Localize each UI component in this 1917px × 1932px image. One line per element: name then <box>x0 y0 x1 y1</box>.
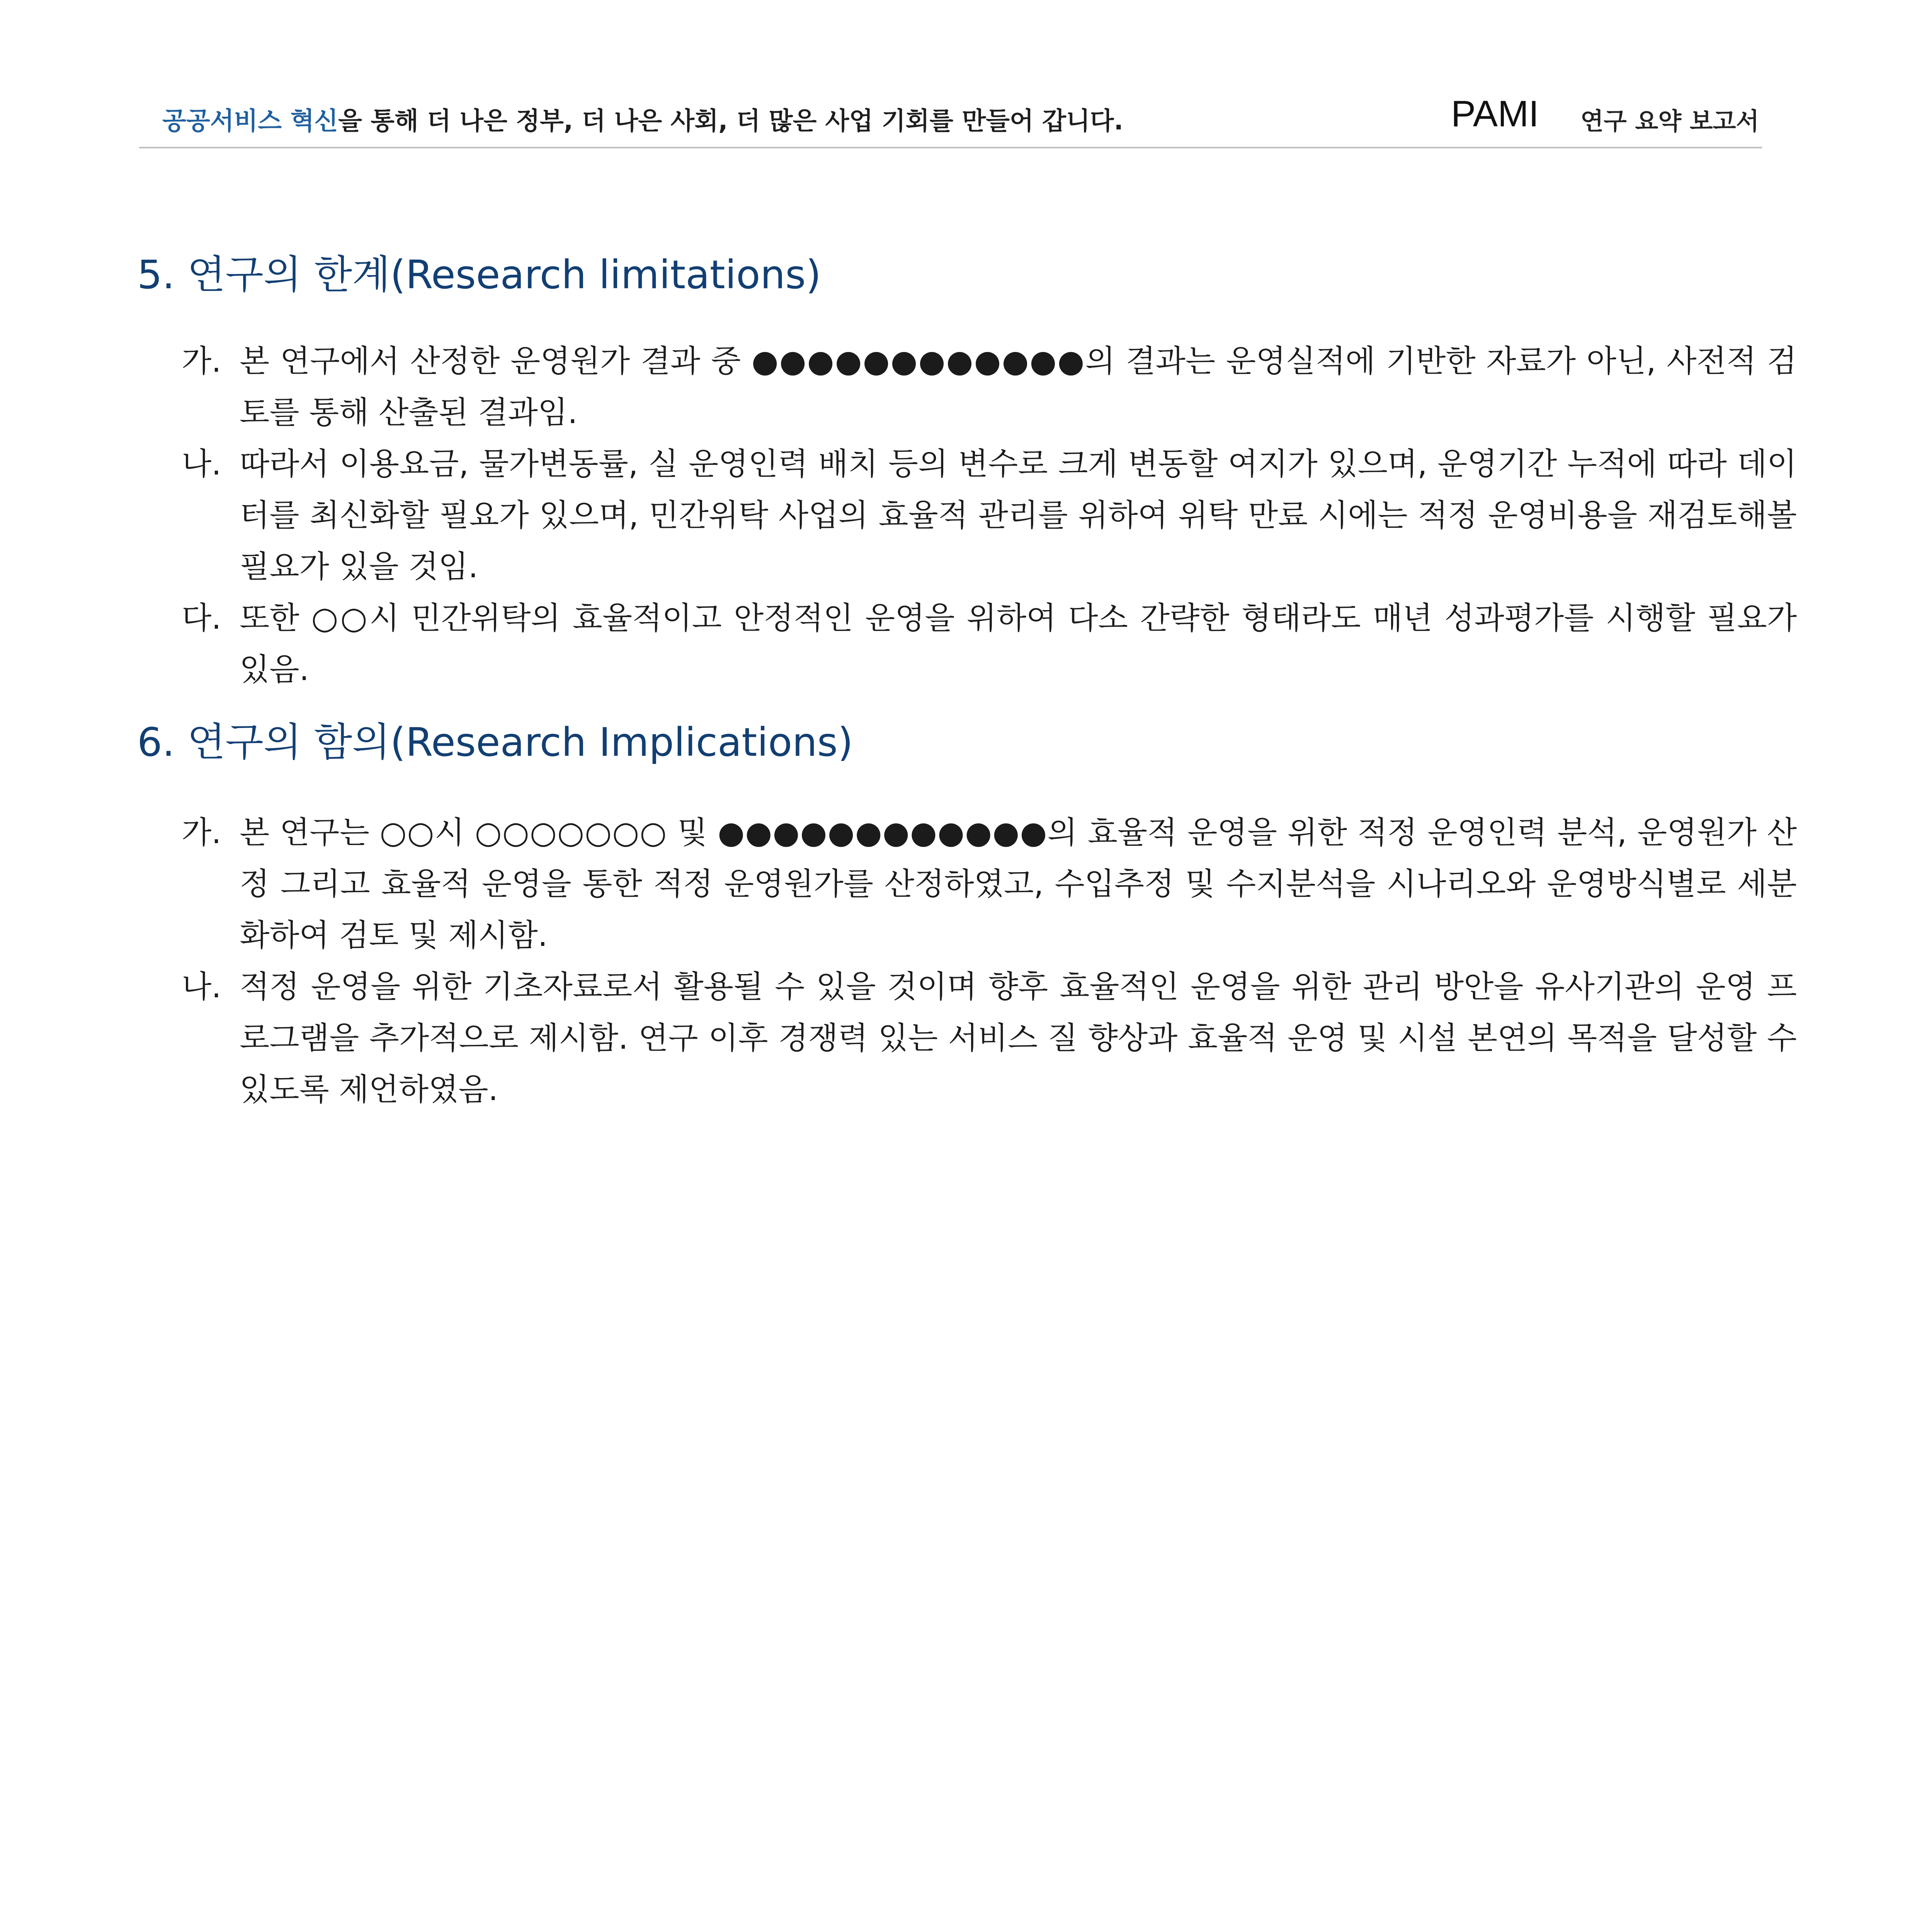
list-marker: 나. <box>182 969 221 1005</box>
list-marker: 가. <box>182 815 221 850</box>
list-item <box>182 807 1797 961</box>
header-tagline <box>162 101 1123 137</box>
header-tagline-highlight: 공공서비스 혁신 <box>162 107 338 136</box>
list-item-text: 따라서 이용요금, 물가변동률, 실 운영인력 배치 등의 변수로 크게 변동할 여지가 있으며, 운영기간 누적에 따라 데이터를 최신화할 필요가 있으며, 민간위탁 사업의 효율적 관리를 위하여 위탁 만료 시에는 적정 운영비용을 재검토해볼 필요가 있을 것임. <box>240 446 1797 585</box>
list-item-text: 본 연구는 ○○시 ○○○○○○○ 및 ●●●●●●●●●●●●의 효율적 운영을 위한 적정 운영인력 분석, 운영원가 산정 그리고 효율적 운영을 통한 적정 운영원가를 산정하였고, 수입추정 및 수지분석을 시나리오와 운영방식별로 세분화하여 검토 및 제시함. <box>240 815 1797 953</box>
list-item-text: 적정 운영을 위한 기초자료로서 활용될 수 있을 것이며 향후 효율적인 운영을 위한 관리 방안을 유사기관의 운영 프로그램을 추가적으로 제시함. 연구 이후 경쟁력 있는 서비스 질 향상과 효율적 운영 및 시설 본연의 목적을 달성할 수 있도록 제언하였음. <box>240 969 1797 1107</box>
section-title-limitations: 5. 연구의 한계(Research limitations) <box>137 252 822 298</box>
list-marker: 가. <box>182 343 221 379</box>
header-brand: PAMI <box>1451 93 1539 134</box>
header-report-type: 연구 요약 보고서 <box>1580 107 1759 135</box>
header-divider <box>139 147 1762 148</box>
list-item <box>182 438 1797 592</box>
list-item <box>182 592 1797 695</box>
list-item <box>182 335 1797 438</box>
list-item-text: 또한 ○○시 민간위탁의 효율적이고 안정적인 운영을 위하여 다소 간략한 형태라도 매년 성과평가를 시행할 필요가 있음. <box>240 600 1797 687</box>
section-title-implications: 6. 연구의 함의(Research Implications) <box>137 719 853 765</box>
list-item <box>182 961 1797 1115</box>
header-tagline-rest: 을 통해 더 나은 정부, 더 나은 사회, 더 많은 사업 기회를 만들어 갑니다. <box>338 107 1123 136</box>
limitations-list <box>182 335 1797 695</box>
list-marker: 나. <box>182 446 221 482</box>
implications-list <box>182 807 1797 1115</box>
list-item-text: 본 연구에서 산정한 운영원가 결과 중 ●●●●●●●●●●●●의 결과는 운영실적에 기반한 자료가 아닌, 사전적 검토를 통해 산출된 결과임. <box>240 343 1797 430</box>
list-marker: 다. <box>182 600 221 636</box>
